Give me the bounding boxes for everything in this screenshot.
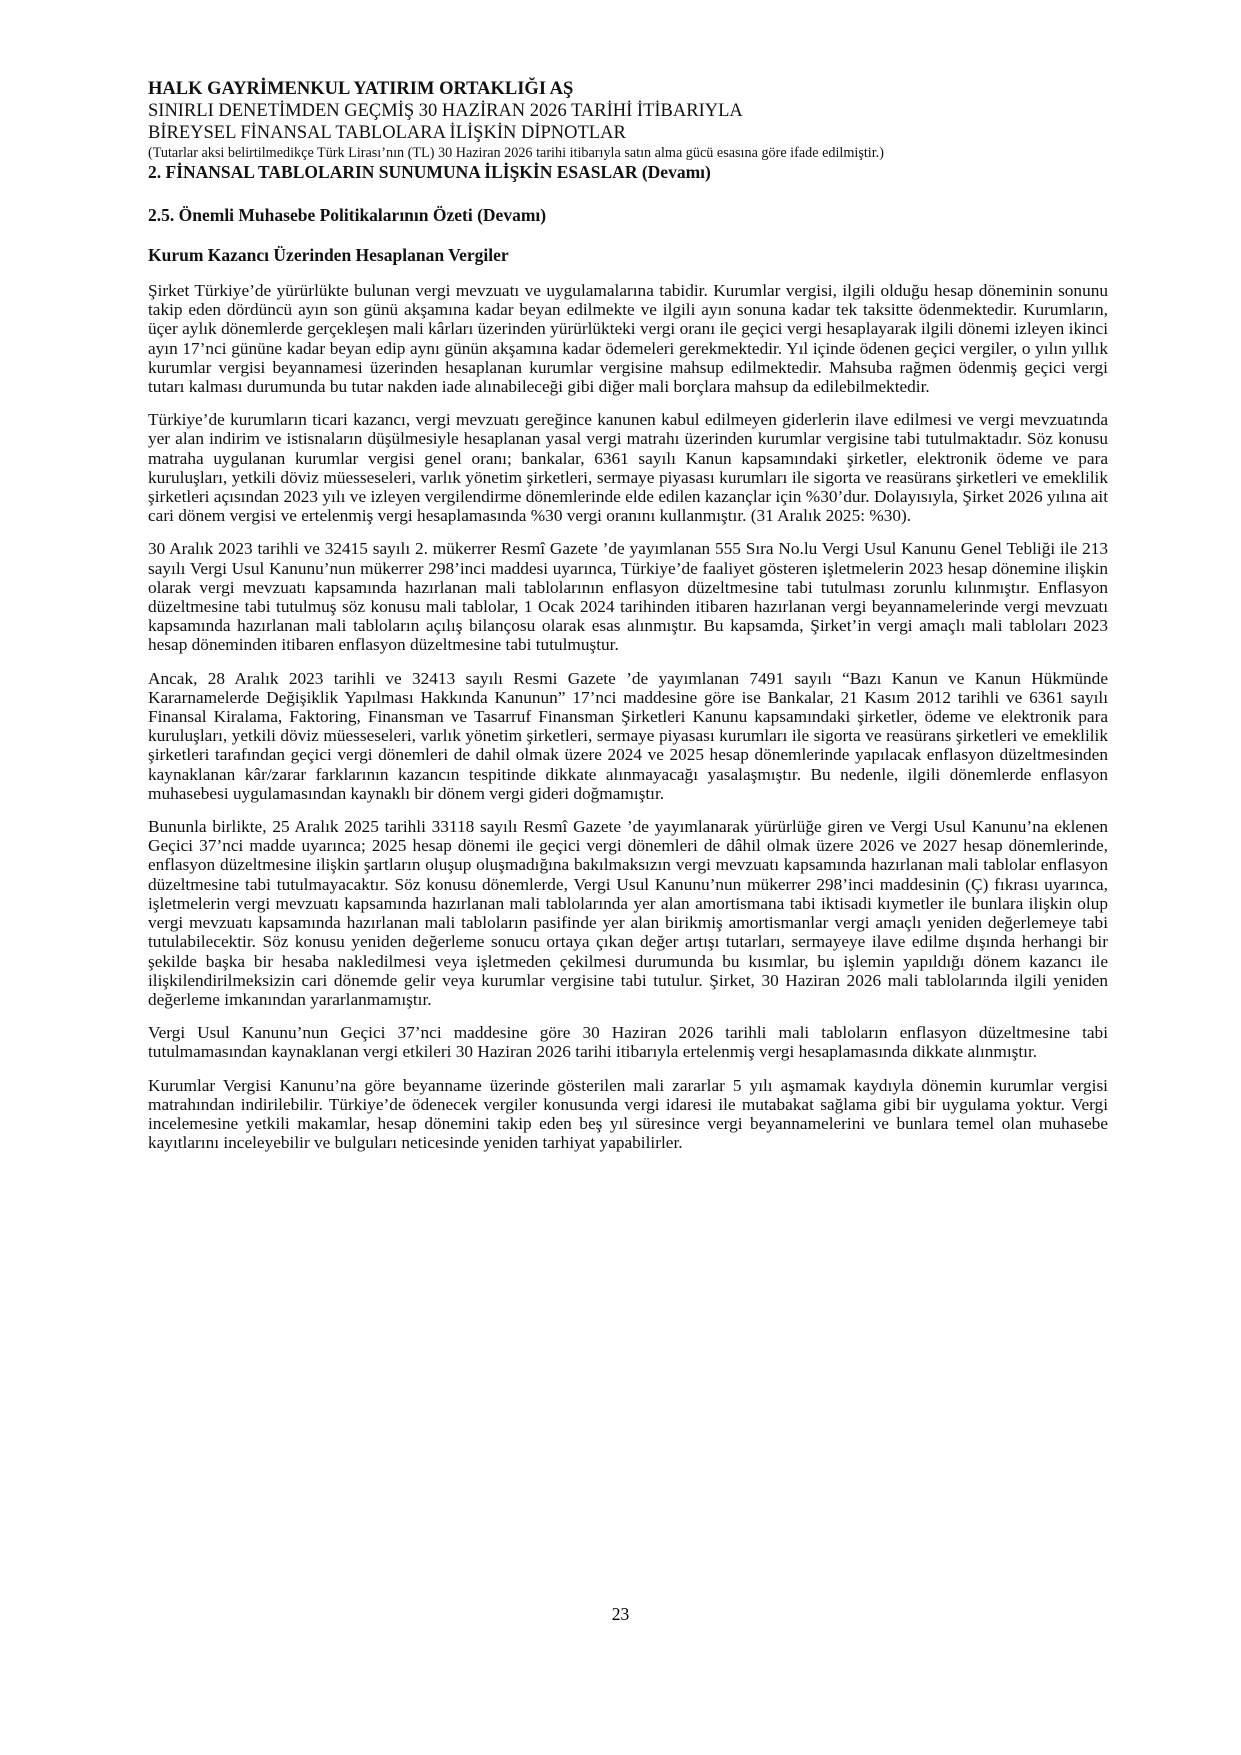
paragraph: Şirket Türkiye’de yürürlükte bulunan vergi mevzuatı ve uygulamalarına tabidir. Kurumlar vergisi, ilgili olduğu hesap döneminin sonunu takip eden dördüncü ayın son günü akşamına kadar beyan edilmekte ve ilgili ayın sonuna kadar tek taksitte ödenmektedir. Kurumların, üçer aylık dönemlerde gerçekleşen mali kârları üzerinden yürürlükteki vergi oranı ile geçici vergi hesaplayarak ilgili dönemi izleyen ikinci ayın 17’nci gününe kadar beyan edip aynı günün akşamına kadar ödemeleri gerekmektedir. Yıl içinde ödenen geçici vergiler, o yılın yıllık kurumlar vergisi beyannamesi üzerinden hesaplanan kurumlar vergisine mahsup edilmektedir. Mahsuba rağmen ödenmiş geçici vergi tutarı kalması durumunda bu tutar nakden iade alınabileceği gibi diğer mali borçlara mahsup da edilebilmektedir. bbox=[148, 281, 1108, 397]
page-number: 23 bbox=[611, 1604, 630, 1624]
paragraph: 30 Aralık 2023 tarihli ve 32415 sayılı 2. mükerrer Resmî Gazete ’de yayımlanan 555 Sıra No.lu Vergi Usul Kanunu Genel Tebliği ile 213 sayılı Vergi Usul Kanunu’nun mükerrer 298’inci maddesi uyarınca, Türkiye’de faaliyet gösteren işletmelerin 2023 hesap dönemine ilişkin olarak vergi mevzuatı kapsamında hazırlanan mali tablolarının enflasyon düzeltmesine tabi tutulması zorunlu kılınmıştır. Enflasyon düzeltmesine tabi tutulmuş söz konusu mali tablolar, 1 Ocak 2024 tarihinden itibaren hazırlanan vergi beyannamelerinde vergi mevzuatı kapsamında hazırlanan mali tabloların açılış bilançosu olarak esas alınmıştır. Bu kapsamda, Şirket’in vergi amaçlı mali tabloları 2023 hesap döneminden itibaren enflasyon düzeltmesine tabi tutulmuştur. bbox=[148, 539, 1108, 655]
report-title-line-1: SINIRLI DENETİMDEN GEÇMİŞ 30 HAZİRAN 2026 TARİHİ İTİBARIYLA bbox=[148, 101, 743, 121]
taxes-subheading: Kurum Kazancı Üzerinden Hesaplanan Vergiler bbox=[148, 245, 509, 265]
report-title-line-2: BİREYSEL FİNANSAL TABLOLARA İLİŞKİN DİPNOTLAR bbox=[148, 123, 626, 143]
paragraph: Kurumlar Vergisi Kanunu’na göre beyanname üzerinde gösterilen mali zararlar 5 yılı aşmamak kaydıyla dönemin kurumlar vergisi matrahından indirilebilir. Türkiye’de ödenecek vergiler konusunda vergi idaresi ile mutabakat sağlama gibi bir uygulama yoktur. Vergi incelemesine yetkili makamlar, hesap dönemini takip eden beş yıl süresince vergi beyannamelerini ve bunlara temel olan muhasebe kayıtlarını inceleyebilir ve bulguları neticesinde yeniden tarhiyat yapabilirler. bbox=[148, 1075, 1108, 1153]
policies-subheading: 2.5. Önemli Muhasebe Politikalarının Özeti (Devamı) bbox=[148, 205, 547, 225]
paragraph: Vergi Usul Kanunu’nun Geçici 37’nci maddesine göre 30 Haziran 2026 tarihli mali tabloların enflasyon düzeltmesine tabi tutulmamasından kaynaklanan vergi etkileri 30 Haziran 2026 tarihi itibarıyla ertelenmiş vergi hesaplamasında dikkate alınmıştır. bbox=[148, 1023, 1108, 1062]
page-header bbox=[148, 78, 1108, 183]
company-name: HALK GAYRİMENKUL YATIRIM ORTAKLIĞI AŞ bbox=[148, 79, 574, 99]
document-body bbox=[148, 281, 1108, 1152]
paragraph: Türkiye’de kurumların ticari kazancı, vergi mevzuatı gereğince kanunen kabul edilmeyen giderlerin ilave edilmesi ve vergi mevzuatında yer alan indirim ve istisnaların düşülmesiyle hesaplanan yasal vergi matrahı üzerinden kurumlar vergisine tabi tutulmaktadır. Söz konusu matraha uygulanan kurumlar vergisi genel oranı; bankalar, 6361 sayılı Kanun kapsamındaki şirketler, elektronik ödeme ve para kuruluşları, yetkili döviz müesseseleri, varlık yönetim şirketleri, sermaye piyasası kurumları ile sigorta ve reasürans şirketleri ve emeklilik şirketleri açısından 2023 yılı ve izleyen vergilendirme dönemlerinde elde edilen kazançlar için %30’dur. Dolayısıyla, Şirket 2026 yılına ait cari dönem vergisi ve ertelenmiş vergi hesaplamasında %30 vergi oranını kullanmıştır. (31 Aralık 2025: %30). bbox=[148, 410, 1108, 526]
paragraph: Bununla birlikte, 25 Aralık 2025 tarihli 33118 sayılı Resmî Gazete ’de yayımlanarak yürürlüğe giren ve Vergi Usul Kanunu’na eklenen Geçici 37’nci madde uyarınca; 2025 hesap dönemi ile geçici vergi dönemleri de dâhil olmak üzere 2026 ve 2027 hesap dönemlerinde, enflasyon düzeltmesine ilişkin şartların oluşup oluşmadığına bakılmaksızın vergi mevzuatı kapsamında hazırlanan mali tablolar enflasyon düzeltmesine tabi tutulmayacaktır. Söz konusu dönemlerde, Vergi Usul Kanunu’nun mükerrer 298’inci maddesinin (Ç) fıkrası uyarınca, işletmelerin vergi mevzuatı kapsamında hazırlanan mali tablolarında yer alan amortismana tabi iktisadi kıymetler ile bunlara ilişkin olup vergi mevzuatı kapsamında hazırlanan mali tabloların pasifinde yer alan birikmiş amortismanlar vergi amaçlı yeniden değerlemeye tabi tutulabilecektir. Söz konusu yeniden değerleme sonucu ortaya çıkan değer artışı tutarları, sermayeye ilave edilme dışında herhangi bir şekilde başka bir hesaba nakledilmesi veya işletmeden çekilmesi durumunda bu kısımlar, bu işlemin yapıldığı dönem kazancı ile ilişkilendirilmeksizin cari dönemde gelir veya kurumlar vergisine tabi tutulur. Şirket, 30 Haziran 2026 mali tablolarında ilgili yeniden değerleme imkanından yararlanmamıştır. bbox=[148, 817, 1108, 1009]
currency-note: (Tutarlar aksi belirtilmedikçe Türk Lirası’nın (TL) 30 Haziran 2026 tarihi itibarıyla satın alma gücü esasına göre ifade edilmiştir.) bbox=[148, 145, 884, 161]
section-title: 2. FİNANSAL TABLOLARIN SUNUMUNA İLİŞKİN ESASLAR (Devamı) bbox=[148, 162, 711, 182]
paragraph: Ancak, 28 Aralık 2023 tarihli ve 32413 sayılı Resmi Gazete ’de yayımlanan 7491 sayılı “Bazı Kanun ve Kanun Hükmünde Kararnamelerde Değişiklik Yapılması Hakkında Kanunun” 17’nci maddesine göre ise Bankalar, 21 Kasım 2012 tarihli ve 6361 sayılı Finansal Kiralama, Faktoring, Finansman ve Tasarruf Finansman Şirketleri Kanunu kapsamındaki şirketler, ödeme ve elektronik para kuruluşları, yetkili döviz müesseseleri, varlık yönetim şirketleri, sermaye piyasası kurumları ile sigorta ve reasürans şirketleri ve emeklilik şirketleri tarafından geçici vergi dönemleri de dahil olmak üzere 2024 ve 2025 hesap dönemlerinde yapılacak enflasyon düzeltmesinden kaynaklanan kâr/zarar farklarının kazancın tespitinde dikkate alınmayacağı yasalaşmıştır. Bu nedenle, ilgili dönemlerde enflasyon muhasebesi uygulamasından kaynaklı bir dönem vergi gideri doğmamıştır. bbox=[148, 668, 1108, 803]
